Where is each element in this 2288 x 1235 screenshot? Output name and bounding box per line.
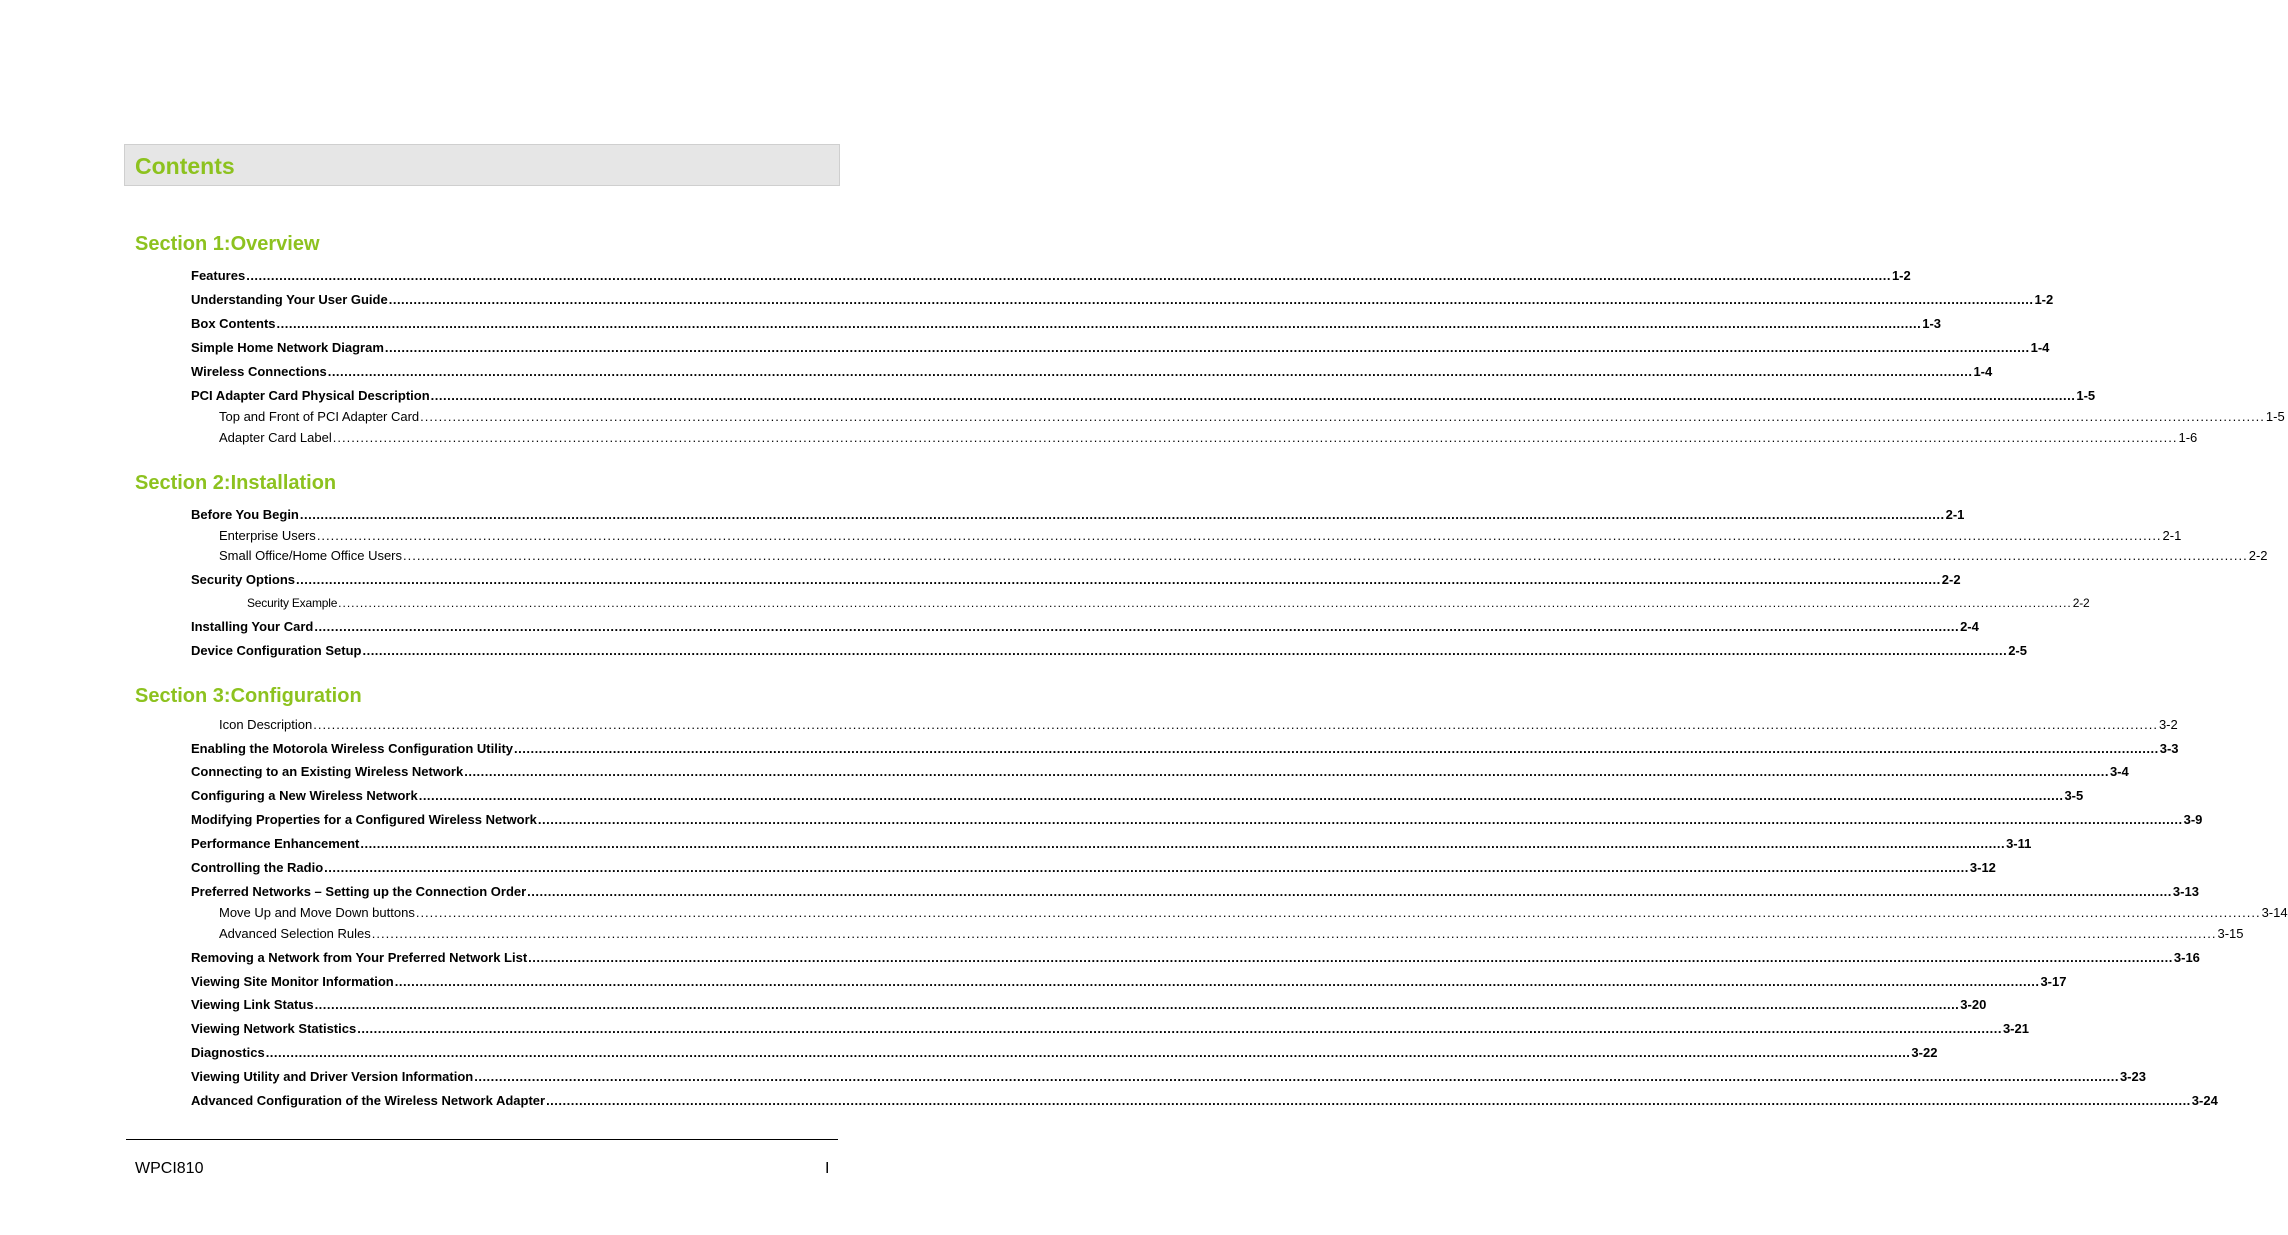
toc-entry-title: Modifying Properties for a Configured Wireless Network [191, 812, 537, 827]
toc-entry-page: 2-1 [1945, 507, 1965, 522]
toc-entry-page: 3-11 [2006, 836, 2032, 851]
toc-entry-page: 3-22 [1911, 1045, 1938, 1060]
toc-entry-title: Enabling the Motorola Wireless Configuration Utility [191, 741, 514, 756]
toc-entry-title: Box Contents [191, 316, 276, 331]
toc-entry-title: Features [191, 268, 246, 283]
toc-entry-title: Installing Your Card [191, 619, 314, 634]
toc-entry-title: Wireless Connections [191, 364, 327, 379]
toc-entry-page: 1-6 [2178, 430, 2198, 445]
toc-entry[interactable]: Wireless Connections ................................................................................................................................................................................................................................................................................................................................................................................................................ 1-4 [191, 364, 1993, 379]
toc-entry[interactable]: Installing Your Card ................................................................................................................................................................................................................................................................................................................................................................................................................ 2-4 [191, 619, 1979, 634]
toc-entry-title: Small Office/Home Office Users [219, 548, 403, 563]
toc-entry-page: 1-5 [2265, 409, 2285, 424]
toc-entry-page: 2-2 [2248, 548, 2268, 563]
toc-entry[interactable]: Move Up and Move Down buttons ................................................................................................................................................................................................................................................................................................................................................................................................................ 3-14 [219, 905, 2288, 920]
toc-entry[interactable]: Security Options ................................................................................................................................................................................................................................................................................................................................................................................................................ 2-2 [191, 572, 1961, 587]
toc-entry[interactable]: Device Configuration Setup ................................................................................................................................................................................................................................................................................................................................................................................................................ 2-5 [191, 643, 2027, 658]
toc-entry-page: 3-16 [2173, 950, 2200, 965]
toc-entry[interactable]: Features ................................................................................................................................................................................................................................................................................................................................................................................................................ 1-2 [191, 268, 1911, 283]
toc-entry-page: 1-2 [2034, 292, 2054, 307]
toc-entry-page: 3-14 [2261, 905, 2288, 920]
toc-entry-title: Simple Home Network Diagram [191, 340, 384, 355]
toc-entry[interactable]: Performance Enhancement ................................................................................................................................................................................................................................................................................................................................................................................................................ 3-11 [191, 836, 2032, 851]
toc-entry-title: Diagnostics [191, 1045, 265, 1060]
toc-entry[interactable]: Connecting to an Existing Wireless Network ................................................................................................................................................................................................................................................................................................................................................................................................................ 3-4 [191, 764, 2129, 779]
section-heading-configuration: Section 3:Configuration [135, 685, 362, 707]
toc-entry-page: 3-4 [2109, 764, 2129, 779]
toc-entry-title: Security Options [191, 572, 296, 587]
toc-entry[interactable]: Viewing Network Statistics ................................................................................................................................................................................................................................................................................................................................................................................................................ 3-21 [191, 1021, 2029, 1036]
toc-entry[interactable]: Advanced Configuration of the Wireless Network Adapter ................................................................................................................................................................................................................................................................................................................................................................................................................ 3-24 [191, 1093, 2218, 1108]
toc-entry[interactable]: Before You Begin ................................................................................................................................................................................................................................................................................................................................................................................................................ 2-1 [191, 507, 1965, 522]
toc-entry-title: Removing a Network from Your Preferred Network List [191, 950, 528, 965]
toc-entry-page: 2-5 [2008, 643, 2027, 658]
toc-entry-page: 1-3 [1922, 316, 1942, 331]
toc-entry-page: 2-4 [1960, 619, 1979, 634]
toc-entry-page: 3-3 [2159, 741, 2179, 756]
toc-entry-page: 3-13 [2172, 884, 2199, 899]
toc-entry[interactable]: Configuring a New Wireless Network ................................................................................................................................................................................................................................................................................................................................................................................................................ 3-5 [191, 788, 2084, 803]
toc-entry-page: 1-5 [2076, 388, 2096, 403]
toc-entry-page: 2-2 [1941, 572, 1961, 587]
toc-entry-title: Move Up and Move Down buttons [219, 905, 415, 920]
toc-entry-title: Device Configuration Setup [191, 643, 362, 658]
section-heading-installation: Section 2:Installation [135, 472, 337, 494]
toc-entry[interactable]: Simple Home Network Diagram ................................................................................................................................................................................................................................................................................................................................................................................................................ 1-4 [191, 340, 2050, 355]
toc-entry-title: Connecting to an Existing Wireless Network [191, 764, 464, 779]
toc-entry[interactable]: Enabling the Motorola Wireless Configuration Utility ................................................................................................................................................................................................................................................................................................................................................................................................................ 3-3 [191, 741, 2179, 756]
toc-entry[interactable]: Enterprise Users ................................................................................................................................................................................................................................................................................................................................................................................................................ 2-1 [219, 528, 2182, 543]
toc-entry-title: Viewing Utility and Driver Version Information [191, 1069, 474, 1084]
toc-entry[interactable]: Viewing Site Monitor Information ................................................................................................................................................................................................................................................................................................................................................................................................................ 3-17 [191, 974, 2067, 989]
toc-entry-page: 3-17 [2040, 974, 2067, 989]
toc-entry-page: 3-5 [2064, 788, 2084, 803]
toc-entry-page: 2-1 [2162, 528, 2182, 543]
toc-entry[interactable]: PCI Adapter Card Physical Description ................................................................................................................................................................................................................................................................................................................................................................................................................ 1-5 [191, 388, 2096, 403]
toc-entry-title: Understanding Your User Guide [191, 292, 388, 307]
toc-entry-page: 3-2 [2158, 717, 2178, 732]
toc-entry-page: 3-24 [2191, 1093, 2218, 1108]
toc-entry[interactable]: Preferred Networks – Setting up the Connection Order ................................................................................................................................................................................................................................................................................................................................................................................................................ 3-13 [191, 884, 2199, 899]
toc-entry[interactable]: Removing a Network from Your Preferred Network List ................................................................................................................................................................................................................................................................................................................................................................................................................ 3-16 [191, 950, 2200, 965]
toc-entry[interactable]: Small Office/Home Office Users ................................................................................................................................................................................................................................................................................................................................................................................................................ 2-2 [219, 548, 2268, 563]
toc-entry-title: Enterprise Users [219, 528, 316, 543]
toc-entry[interactable]: Controlling the Radio ................................................................................................................................................................................................................................................................................................................................................................................................................ 3-12 [191, 860, 1996, 875]
toc-entry[interactable]: Top and Front of PCI Adapter Card ................................................................................................................................................................................................................................................................................................................................................................................................................ 1-5 [219, 409, 2285, 424]
toc-entry[interactable]: Advanced Selection Rules ................................................................................................................................................................................................................................................................................................................................................................................................................ 3-15 [219, 926, 2244, 941]
toc-entry[interactable]: Understanding Your User Guide ................................................................................................................................................................................................................................................................................................................................................................................................................ 1-2 [191, 292, 2054, 307]
toc-entry-page: 1-4 [2030, 340, 2050, 355]
toc-entry-title: Advanced Selection Rules [219, 926, 371, 941]
toc-entry-title: Performance Enhancement [191, 836, 360, 851]
toc-entry-title: Security Example [247, 596, 338, 610]
toc-entry[interactable]: Modifying Properties for a Configured Wireless Network ................................................................................................................................................................................................................................................................................................................................................................................................................ 3-9 [191, 812, 2203, 827]
toc-entry-title: Viewing Link Status [191, 997, 314, 1012]
toc-entry[interactable]: Security Example ................................................................................................................................................................................................................................................................................................................................................................................................................ 2-2 [247, 596, 2090, 610]
toc-entry-title: Preferred Networks – Setting up the Connection Order [191, 884, 527, 899]
contents-banner [124, 144, 840, 186]
footer-divider [126, 1139, 838, 1140]
toc-entry[interactable]: Box Contents ................................................................................................................................................................................................................................................................................................................................................................................................................ 1-3 [191, 316, 1942, 331]
toc-entry-title: Controlling the Radio [191, 860, 324, 875]
toc-entry-title: Advanced Configuration of the Wireless Network Adapter [191, 1093, 546, 1108]
toc-entry-page: 2-2 [2072, 596, 2090, 610]
toc-entry-page: 3-9 [2183, 812, 2203, 827]
toc-entry[interactable]: Diagnostics ................................................................................................................................................................................................................................................................................................................................................................................................................ 3-22 [191, 1045, 1938, 1060]
section-heading-overview: Section 1:Overview [135, 233, 320, 255]
toc-entry-title: Top and Front of PCI Adapter Card [219, 409, 420, 424]
toc-entry-title: Adapter Card Label [219, 430, 332, 445]
toc-entry-title: Configuring a New Wireless Network [191, 788, 418, 803]
toc-entry-title: Viewing Site Monitor Information [191, 974, 394, 989]
toc-entry[interactable]: Adapter Card Label ................................................................................................................................................................................................................................................................................................................................................................................................................ 1-6 [219, 430, 2198, 445]
toc-entry-title: Viewing Network Statistics [191, 1021, 357, 1036]
toc-entry[interactable]: Viewing Link Status ................................................................................................................................................................................................................................................................................................................................................................................................................ 3-20 [191, 997, 1987, 1012]
footer-product-name: WPCI810 [135, 1160, 204, 1177]
toc-entry-page: 3-12 [1969, 860, 1996, 875]
footer-page-number: I [825, 1160, 830, 1177]
page-title: Contents [135, 153, 235, 179]
toc-entry-title: Before You Begin [191, 507, 299, 522]
toc-entry-title: PCI Adapter Card Physical Description [191, 388, 430, 403]
toc-entry-page: 3-23 [2119, 1069, 2146, 1084]
toc-entry[interactable]: Icon Description ................................................................................................................................................................................................................................................................................................................................................................................................................ 3-2 [219, 717, 2178, 732]
toc-entry-page: 1-4 [1973, 364, 1993, 379]
toc-entry-page: 3-20 [1960, 997, 1987, 1012]
toc-entry-title: Icon Description [219, 717, 313, 732]
toc-entry-page: 3-15 [2217, 926, 2244, 941]
toc-entry-page: 3-21 [2002, 1021, 2029, 1036]
toc-entry-page: 1-2 [1891, 268, 1911, 283]
toc-entry[interactable]: Viewing Utility and Driver Version Information ................................................................................................................................................................................................................................................................................................................................................................................................................ 3-23 [191, 1069, 2146, 1084]
